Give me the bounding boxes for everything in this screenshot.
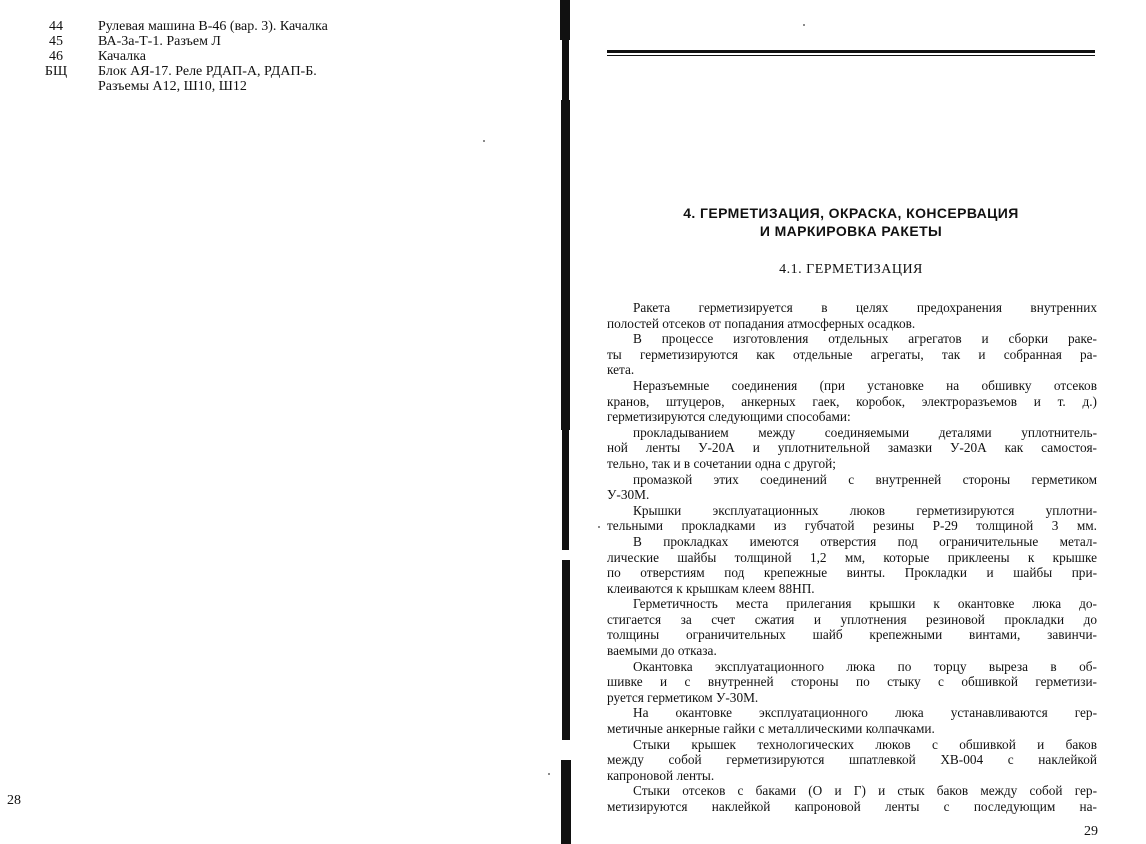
section-title: 4.1. ГЕРМЕТИЗАЦИЯ [779,262,923,277]
body-line: руется герметиком У-30М. [607,689,759,705]
body-line: Крышки эксплуатационных люков герметизируются уплотни- [633,502,1097,518]
body-line: Ракета герметизируется в целях предохранения внутренних [633,300,1097,315]
body-line: Окантовка эксплуатационного люка по торцу выреза в об- [633,658,1097,674]
body-line: прокладыванием между соединяемыми деталями уплотнитель- [633,424,1097,440]
body-line: шивке и с внутренней стороны по стыку с обшивкой герметизи- [607,674,1097,690]
body-line: кранов, штуцеров, анкерных гаек, коробок, электроразъемов и т. д.) [607,393,1097,409]
body-line: капроновой ленты. [607,767,715,783]
body-line: ваемыми до отказа. [607,643,717,659]
legend-description: ВА-3а-Т-1. Разъем Л [98,34,221,49]
body-line: клеиваются к крышкам клеем 88НП. [607,580,815,596]
legend-code: БЩ [44,64,68,79]
legend-description: Рулевая машина В-46 (вар. 3). Качалка [98,19,328,34]
body-line: Герметичность места прилегания крышки к окантовке люка до- [633,596,1097,612]
body-line: толщины ограничительных шайб крепежными винтами, завинчи- [607,627,1097,643]
body-line: полостей отсеков от попадания атмосферных осадков. [607,315,916,331]
body-line: метичные анкерные гайки с металлическими колпачками. [607,721,935,737]
body-line: метизируются наклейкой капроновой ленты с последующим на- [607,799,1097,814]
legend-description: Качалка [98,49,146,64]
chapter-title-line-2: И МАРКИРОВКА РАКЕТЫ [759,223,943,239]
body-line: стигается за счет сжатия и уплотнения резиновой прокладки до [607,611,1097,627]
body-line: Неразъемные соединения (при установке на обшивку отсеков [633,377,1097,393]
page-number-right: 29 [1084,824,1098,839]
left-page [0,0,560,844]
legend-description: Разъемы А12, Ш10, Ш12 [98,79,247,94]
chapter-title-line-1: 4. ГЕРМЕТИЗАЦИЯ, ОКРАСКА, КОНСЕРВАЦИЯ [683,205,1019,221]
page-number-left: 28 [7,793,21,808]
body-line: по отверстиям под крепежные винты. Прокладки и шайбы при- [607,565,1097,581]
legend-description: Блок АЯ-17. Реле РДАП-А, РДАП-Б. [98,64,317,79]
body-line: На окантовке эксплуатационного люка устанавливаются гер- [633,705,1097,721]
body-line: В процессе изготовления отдельных агрегатов и сборки раке- [633,331,1097,347]
body-line: В прокладках имеются отверстия под ограничительные метал- [633,533,1097,549]
header-rule-thick [607,50,1095,53]
body-line: между собой герметизируются шпатлевкой ХВ-004 с наклейкой [607,752,1097,768]
body-line: тельными прокладками из губчатой резины Р-29 толщиной 3 мм. [607,518,1097,534]
body-line: промазкой этих соединений с внутренней стороны герметиком [633,471,1097,487]
body-line: Стыки отсеков с баками (О и Г) и стык баков между собой гер- [633,783,1097,799]
body-line: ной ленты У-20А и уплотнительной замазки У-20А как самостоя- [607,440,1097,456]
body-line: герметизируются следующими способами: [607,409,851,425]
body-line: тельно, так и в сочетании одна с другой; [607,455,836,471]
body-line: лические шайбы толщиной 1,2 мм, которые приклеены к крышке [607,549,1097,565]
legend-code: 44 [49,19,63,34]
body-line: У-30М. [607,487,650,503]
body-text [607,300,1097,815]
body-line: ты герметизируются как отдельные агрегаты, так и собранная ра- [607,346,1097,362]
legend-code: 45 [49,34,63,49]
body-line: кета. [607,362,635,378]
legend-code: 46 [49,49,63,64]
header-rule-thin [607,55,1095,56]
body-line: Стыки крышек технологических люков с обшивкой и баков [633,736,1097,752]
